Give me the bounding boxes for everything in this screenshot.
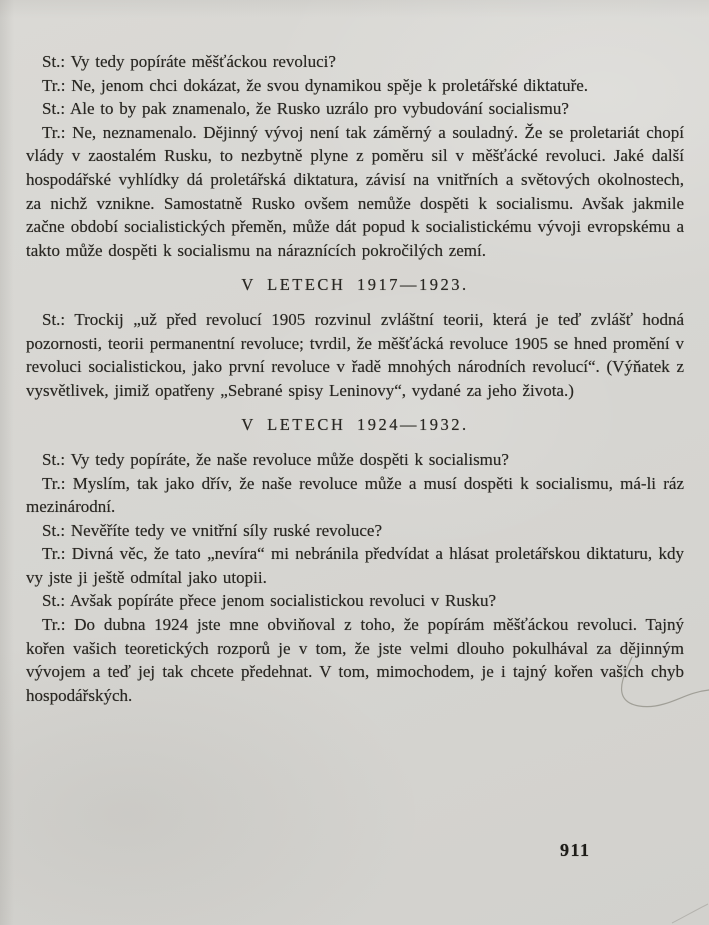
dialogue-paragraph: St.: Ale to by pak znamenalo, že Rusko uzrálo pro vybudování socialismu? [42,99,569,119]
dialogue-paragraph: Tr.: Ne, neznamenalo. Dějinný vývoj není tak záměrný a souladný. Že se proletariát chopí vlády v zaostalém Rusku, to nezbytně plyne z poměru sil v měšťácké revoluci. Jaké další hospodářské vyhlídky dá proletářská diktatura, závisí na vnitřních a světových okolnostech, za nichž vznikne. Samostatně Rusko ovšem nemůže dospěti k socialismu. Avšak jakmile začne období socialistických přeměn, může dát popud k socialistickému vývoji evropskému a takto může dospěti k socialismu na náraznících pokročilých zemí. [26,122,684,260]
text-column [26,50,684,707]
dialogue-paragraph: Tr.: Do dubna 1924 jste mne obviňoval z toho, že popírám měšťáckou revoluci. Tajný kořen vašich teoretických rozporů je v tom, že jste velmi dlouho pokulhával za dějinným vývojem a teď jej tak chcete předehnat. V tom, mimochodem, je i tajný kořen vašich chyb hospodářských. [26,615,684,705]
dialogue-paragraph: St.: Trockij „už před revolucí 1905 rozvinul zvláštní teorii, která je teď zvlášť hodná pozornosti, teorii permanentní revoluce; tvrdil, že měšťácká revoluce 1905 se hned promění v revoluci socialistickou, jako první revoluce v řadě mnohých národních revolucí“. (Výňatek z vysvětlivek, jimiž opatřeny „Sebrané spisy Leninovy“, vydané za jeho života.) [26,309,684,400]
section-heading-1924-1932: V LETECH 1924—1932. [241,415,469,435]
dialogue-paragraph: Tr.: Myslím, tak jako dřív, že naše revoluce může a musí dospěti k socialismu, má-li ráz mezinárodní. [26,473,684,517]
dialogue-paragraph: St.: Vy tedy popíráte měšťáckou revoluci? [42,52,336,71]
dialogue-paragraph: Tr.: Divná věc, že tato „nevíra“ mi nebránila předvídat a hlásat proletářskou diktaturu, kdy vy jste ji ještě odmítal jako utopii. [26,544,684,587]
corner-scratch-icon [668,900,709,925]
dialogue-paragraph: Tr.: Ne, jenom chci dokázat, že svou dynamikou spěje k proletářské diktatuře. [42,75,589,95]
dialogue-paragraph: St.: Nevěříte tedy ve vnitřní síly ruské revoluce? [42,520,383,540]
page-number: 911 [560,840,591,860]
dialogue-paragraph: St.: Vy tedy popíráte, že naše revoluce může dospěti k socialismu? [42,449,509,469]
dialogue-paragraph: St.: Avšak popíráte přece jenom socialistickou revoluci v Rusku? [42,591,497,611]
section-heading-1917-1923: V LETECH 1917—1923. [241,275,469,295]
